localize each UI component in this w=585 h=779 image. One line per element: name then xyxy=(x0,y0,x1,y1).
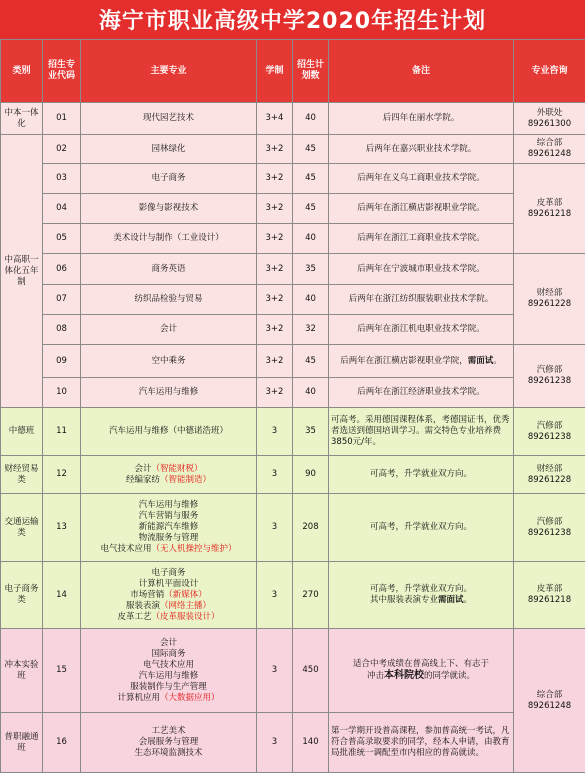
note-cell: 可高考，升学就业双方向。 xyxy=(329,494,514,562)
table-row xyxy=(1,103,585,135)
header-code: 招生专业代码 xyxy=(43,40,81,103)
major-line: 国际商务 xyxy=(151,648,186,659)
code-cell: 13 xyxy=(43,494,81,562)
note-text: 。 xyxy=(493,355,502,366)
code-cell: 08 xyxy=(43,315,81,345)
note-text: 可高考，升学就业双方向。 xyxy=(369,584,472,594)
consult-cell xyxy=(514,135,585,164)
major-cell: 现代园艺技术 xyxy=(81,103,257,135)
code-cell: 14 xyxy=(43,562,81,629)
category-cell: 电子商务类 xyxy=(1,562,43,629)
major-line: 计算机平面设计 xyxy=(138,578,199,589)
years-cell: 3+2 xyxy=(257,164,293,194)
consult-phone: 89261238 xyxy=(527,527,572,538)
category-cell: 中高职一体化五年制 xyxy=(1,135,43,408)
plan-cell: 35 xyxy=(293,254,329,285)
years-cell: 3+2 xyxy=(257,285,293,315)
major-cell: 美术设计与制作（工业设计） xyxy=(81,224,257,254)
note-text: 后两年在浙江横店影视职业学院， xyxy=(340,355,468,366)
major-cell: 汽车运用与维修（中德诺浩班） xyxy=(81,408,257,456)
major-cell: 电子商务 xyxy=(81,164,257,194)
note-cell: 后两年在浙江机电职业技术学院。 xyxy=(329,315,514,345)
years-cell: 3+2 xyxy=(257,194,293,224)
header-major: 主要专业 xyxy=(81,40,257,103)
code-cell: 12 xyxy=(43,456,81,494)
note-cell: 后两年在义乌工商职业技术学院。 xyxy=(329,164,514,194)
consult-cell xyxy=(514,103,585,135)
note-text: 其中服装表演专业 xyxy=(369,595,438,605)
major-line: 物流服务与管理 xyxy=(138,533,199,543)
code-cell: 09 xyxy=(43,345,81,378)
category-cell: 交通运输类 xyxy=(1,494,43,562)
plan-cell: 35 xyxy=(293,408,329,456)
code-cell: 05 xyxy=(43,224,81,254)
years-cell: 3 xyxy=(257,629,293,713)
consult-cell xyxy=(514,456,585,494)
consult-dept: 财经部 xyxy=(536,463,563,474)
consult-cell xyxy=(514,494,585,562)
code-cell: 01 xyxy=(43,103,81,135)
major-line: 汽车运用与维修 xyxy=(138,500,199,510)
consult-dept: 外联处 xyxy=(536,107,563,118)
table-row xyxy=(1,164,585,194)
plan-cell: 40 xyxy=(293,224,329,254)
table-row xyxy=(1,224,585,254)
major-line: 汽车营销与服务 xyxy=(138,511,199,521)
table-row xyxy=(1,494,585,562)
enrollment-table xyxy=(0,39,585,773)
years-cell: 3 xyxy=(257,713,293,773)
plan-cell: 45 xyxy=(293,135,329,164)
note-cell: 后两年在浙江纺织服装职业技术学院。 xyxy=(329,285,514,315)
major-cell: 空中乘务 xyxy=(81,345,257,378)
plan-cell: 208 xyxy=(293,494,329,562)
years-cell: 3+2 xyxy=(257,224,293,254)
plan-cell: 40 xyxy=(293,285,329,315)
note-cell xyxy=(329,562,514,629)
note-cell: 后两年在嘉兴职业技术学院。 xyxy=(329,135,514,164)
interview-emphasis: 需面试 xyxy=(437,595,464,605)
consult-phone: 89261248 xyxy=(527,149,572,159)
major-direction: （智能制造） xyxy=(160,474,212,485)
consult-cell xyxy=(514,629,585,773)
header-years: 学制 xyxy=(257,40,293,103)
major-cell: 汽车运用与维修 xyxy=(81,378,257,408)
table-row xyxy=(1,254,585,285)
interview-emphasis: 需面试 xyxy=(467,355,494,366)
consult-cell xyxy=(514,345,585,408)
code-cell: 11 xyxy=(43,408,81,456)
consult-cell xyxy=(514,164,585,254)
major-direction: （无人机操控与维护） xyxy=(151,544,237,554)
category-cell: 财经贸易类 xyxy=(1,456,43,494)
code-cell: 07 xyxy=(43,285,81,315)
consult-phone: 89261228 xyxy=(527,474,572,485)
note-text: 。 xyxy=(463,595,473,605)
note-cell: 后两年在浙江工商职业技术学院。 xyxy=(329,224,514,254)
plan-cell: 140 xyxy=(293,713,329,773)
major-cell: 商务英语 xyxy=(81,254,257,285)
years-cell: 3+4 xyxy=(257,103,293,135)
major-cell: 园林绿化 xyxy=(81,135,257,164)
note-text: 冲击 xyxy=(366,671,384,681)
major-line: 皮革工艺 xyxy=(117,611,152,622)
years-cell: 3 xyxy=(257,456,293,494)
note-cell xyxy=(329,345,514,378)
plan-cell: 90 xyxy=(293,456,329,494)
consult-phone: 89261248 xyxy=(527,700,572,711)
major-cell xyxy=(81,629,257,713)
consult-phone: 89261238 xyxy=(527,376,572,386)
table-row xyxy=(1,456,585,494)
years-cell: 3+2 xyxy=(257,315,293,345)
category-cell: 中本一体化 xyxy=(1,103,43,135)
code-cell: 15 xyxy=(43,629,81,713)
table-row xyxy=(1,194,585,224)
years-cell: 3+2 xyxy=(257,135,293,164)
category-cell: 冲本实验班 xyxy=(1,629,43,713)
consult-phone: 89261218 xyxy=(527,208,572,219)
major-direction: （大数据应用） xyxy=(160,692,220,703)
major-cell xyxy=(81,562,257,629)
major-line: 工艺美术 xyxy=(151,726,186,736)
table-header-row xyxy=(1,40,585,103)
note-text: 适合中考成绩在普高线上下、有志于 xyxy=(352,659,489,669)
note-cell: 后两年在浙江经济职业技术学院。 xyxy=(329,378,514,408)
table-row xyxy=(1,408,585,456)
major-line: 生态环境监测技术 xyxy=(134,748,203,758)
page-title: 海宁市职业高级中学2020年招生计划 xyxy=(0,0,585,39)
note-cell: 后两年在宁波城市职业技术学院。 xyxy=(329,254,514,285)
major-line: 经编家纺 xyxy=(125,474,160,485)
major-line: 计算机应用 xyxy=(117,692,160,703)
code-cell: 04 xyxy=(43,194,81,224)
plan-cell: 45 xyxy=(293,345,329,378)
note-cell: 第一学期开设普高课程，参加普高统一考试，凡符合普高录取要求的同学，经本人申请，由教育局批准统一调配至市内相应的普高就读。 xyxy=(329,713,514,773)
major-line: 电子商务 xyxy=(151,567,186,578)
header-note: 备注 xyxy=(329,40,514,103)
consult-dept: 财经部 xyxy=(536,288,563,298)
major-line: 会计 xyxy=(159,637,177,648)
years-cell: 3+2 xyxy=(257,254,293,285)
major-cell: 影像与影视技术 xyxy=(81,194,257,224)
plan-cell: 270 xyxy=(293,562,329,629)
code-cell: 16 xyxy=(43,713,81,773)
years-cell: 3 xyxy=(257,408,293,456)
plan-cell: 450 xyxy=(293,629,329,713)
consult-cell xyxy=(514,408,585,456)
table-row xyxy=(1,345,585,378)
major-cell xyxy=(81,713,257,773)
major-line: 汽车运用与维修 xyxy=(138,670,199,681)
major-line: 会展服务与管理 xyxy=(138,737,199,747)
code-cell: 02 xyxy=(43,135,81,164)
consult-phone: 89261300 xyxy=(527,118,572,129)
consult-dept: 汽修部 xyxy=(536,420,563,431)
category-cell: 中德班 xyxy=(1,408,43,456)
header-consult: 专业咨询 xyxy=(514,40,585,103)
consult-dept: 汽修部 xyxy=(536,516,563,527)
table-row xyxy=(1,562,585,629)
table-row xyxy=(1,629,585,713)
table-row xyxy=(1,378,585,408)
major-direction: （皮革服装设计） xyxy=(151,611,220,622)
code-cell: 06 xyxy=(43,254,81,285)
consult-phone: 89261218 xyxy=(527,595,572,605)
plan-cell: 40 xyxy=(293,378,329,408)
code-cell: 10 xyxy=(43,378,81,408)
major-line: 会计 xyxy=(134,463,152,474)
note-cell: 后四年在丽水学院。 xyxy=(329,103,514,135)
undergrad-emphasis: 本科院校 xyxy=(384,670,424,681)
years-cell: 3+2 xyxy=(257,345,293,378)
major-line: 市场营销 xyxy=(130,589,165,600)
table-row xyxy=(1,315,585,345)
consult-dept: 综合部 xyxy=(536,138,563,148)
table-row xyxy=(1,135,585,164)
major-cell xyxy=(81,494,257,562)
plan-cell: 45 xyxy=(293,194,329,224)
major-line: 电气技术应用 xyxy=(100,544,152,554)
header-category: 类别 xyxy=(1,40,43,103)
table-row xyxy=(1,713,585,773)
major-line: 新能源汽车维修 xyxy=(138,522,199,532)
consult-cell xyxy=(514,254,585,345)
category-cell: 普职融通班 xyxy=(1,713,43,773)
major-line: 服装制作与生产管理 xyxy=(130,681,207,692)
plan-cell: 45 xyxy=(293,164,329,194)
table-row xyxy=(1,285,585,315)
note-cell: 可高考。采用德国课程体系，考德国证书，优秀者选送到德国培训学习。需交特色专业培养费3850元/年。 xyxy=(329,408,514,456)
major-cell: 会计 xyxy=(81,315,257,345)
header-plan: 招生计划数 xyxy=(293,40,329,103)
plan-cell: 32 xyxy=(293,315,329,345)
years-cell: 3 xyxy=(257,494,293,562)
consult-dept: 综合部 xyxy=(536,689,563,700)
major-line: 服装表演 xyxy=(125,600,160,611)
consult-dept: 汽修部 xyxy=(536,365,563,375)
consult-dept: 皮革部 xyxy=(536,584,563,594)
note-cell: 可高考，升学就业双方向。 xyxy=(329,456,514,494)
major-direction: （网络主播） xyxy=(160,600,212,611)
consult-dept: 皮革部 xyxy=(536,197,563,208)
consult-phone: 89261228 xyxy=(527,299,572,309)
note-cell xyxy=(329,629,514,713)
consult-phone: 89261238 xyxy=(527,431,572,442)
code-cell: 03 xyxy=(43,164,81,194)
years-cell: 3 xyxy=(257,562,293,629)
major-direction: （新媒体） xyxy=(164,589,207,600)
major-cell xyxy=(81,456,257,494)
plan-cell: 40 xyxy=(293,103,329,135)
note-text: 的同学就读。 xyxy=(424,671,476,681)
major-direction: （智能财税） xyxy=(151,463,203,474)
major-line: 电气技术应用 xyxy=(142,659,194,670)
consult-cell xyxy=(514,562,585,629)
years-cell: 3+2 xyxy=(257,378,293,408)
note-cell: 后两年在浙江横店影视职业学院。 xyxy=(329,194,514,224)
major-cell: 纺织品检验与贸易 xyxy=(81,285,257,315)
